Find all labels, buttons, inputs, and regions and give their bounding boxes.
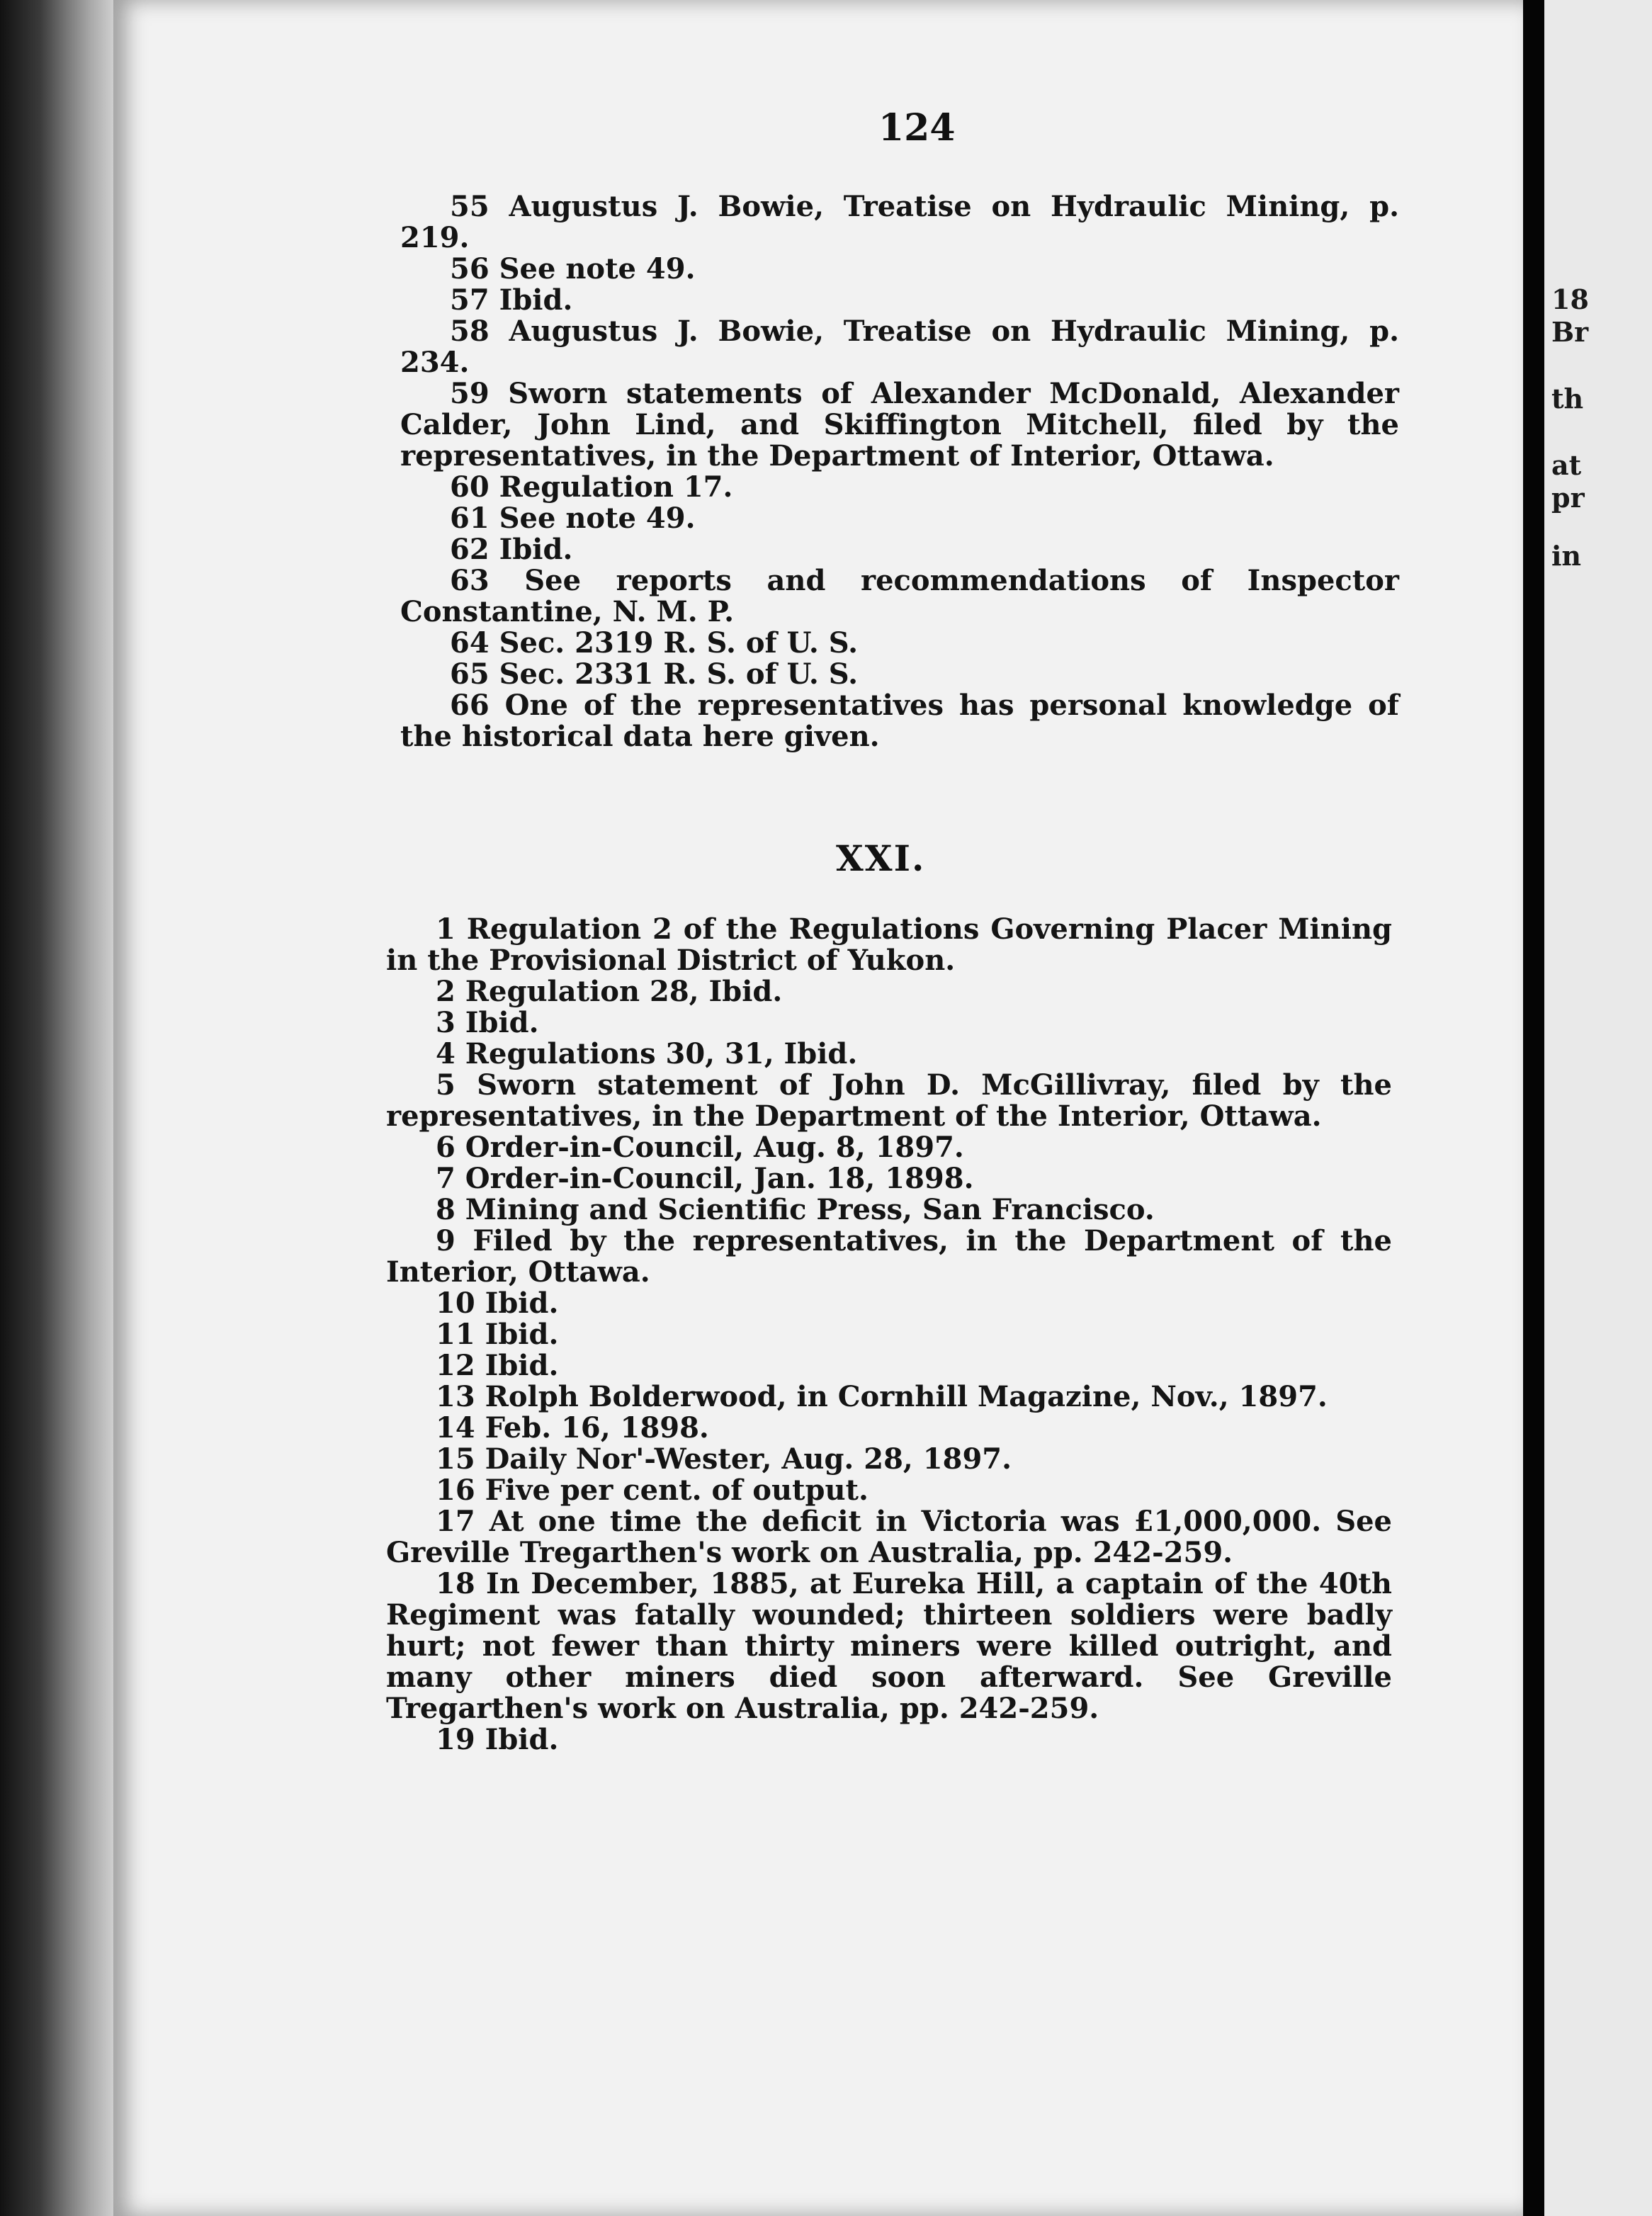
note-item: 8 Mining and Scientific Press, San Francisco. [436, 1193, 1155, 1226]
note-item: 11 Ibid. [436, 1318, 559, 1351]
note-item: 61 See note 49. [450, 502, 696, 535]
note-item: 3 Ibid. [436, 1006, 539, 1039]
page-number: 124 [878, 106, 956, 149]
note-item: 18 In December, 1885, at Eureka Hill, a captain of the 40th Regiment was fatally wounded; thirteen soldiers were badly hurt; not fewer than thirty miners were killed outright, and many other miners died soon afterward. See Greville Tregarthen's work on Australia, pp. 242-259. [386, 1567, 1392, 1725]
note-item: 62 Ibid. [450, 533, 573, 566]
note-item: 56 See note 49. [450, 252, 696, 286]
right-page-fragment: Br [1551, 316, 1589, 348]
note-item: 10 Ibid. [436, 1287, 559, 1320]
note-item: 63 See reports and recommendations of Inspector Constantine, N. M. P. [400, 564, 1399, 628]
note-item: 15 Daily Nor'-Wester, Aug. 28, 1897. [436, 1442, 1012, 1476]
book-spine-edge [0, 0, 113, 2216]
notes-list-chapter-xxi [386, 914, 1392, 1756]
note-item: 58 Augustus J. Bowie, Treatise on Hydraulic Mining, p. 234. [400, 315, 1399, 379]
note-item: 2 Regulation 28, Ibid. [436, 975, 783, 1008]
note-item: 65 Sec. 2331 R. S. of U. S. [450, 657, 859, 691]
note-item: 60 Regulation 17. [450, 470, 733, 504]
note-item: 55 Augustus J. Bowie, Treatise on Hydraulic Mining, p. 219. [400, 190, 1399, 254]
right-page-fragment: in [1551, 540, 1582, 572]
note-item: 17 At one time the deficit in Victoria was £1,000,000. See Greville Tregarthen's work on Australia, pp. 242-259. [386, 1505, 1392, 1569]
note-item: 66 One of the representatives has personal knowledge of the historical data here given. [400, 689, 1399, 753]
note-item: 59 Sworn statements of Alexander McDonald, Alexander Calder, John Lind, and Skiffington Mitchell, filed by the representatives, in the Department of Interior, Ottawa. [400, 377, 1399, 473]
note-item: 16 Five per cent. of output. [436, 1474, 869, 1507]
note-item: 19 Ibid. [436, 1723, 559, 1756]
note-item: 14 Feb. 16, 1898. [436, 1411, 709, 1445]
note-item: 57 Ibid. [450, 283, 573, 317]
right-page-fragment: at [1551, 449, 1582, 481]
note-item: 12 Ibid. [436, 1349, 559, 1382]
right-page-fragment: 18 [1551, 283, 1589, 315]
note-item: 4 Regulations 30, 31, Ibid. [436, 1037, 858, 1070]
note-item: 7 Order-in-Council, Jan. 18, 1898. [436, 1162, 974, 1195]
right-page-fragment: pr [1551, 482, 1585, 514]
note-item: 64 Sec. 2319 R. S. of U. S. [450, 626, 859, 660]
note-item: 5 Sworn statement of John D. McGillivray, filed by the representatives, in the Department of the Interior, Ottawa. [386, 1068, 1392, 1133]
right-page-fragment: th [1551, 383, 1584, 414]
note-item: 13 Rolph Bolderwood, in Cornhill Magazine, Nov., 1897. [436, 1380, 1328, 1413]
note-item: 6 Order-in-Council, Aug. 8, 1897. [436, 1131, 964, 1164]
page-gutter [1523, 0, 1544, 2216]
note-item: 9 Filed by the representatives, in the Department of the Interior, Ottawa. [386, 1224, 1393, 1289]
note-item: 1 Regulation 2 of the Regulations Governing Placer Mining in the Provisional District of Yukon. [386, 912, 1393, 977]
notes-list-chapter-xx [400, 191, 1399, 752]
section-heading: XXI. [836, 837, 926, 879]
